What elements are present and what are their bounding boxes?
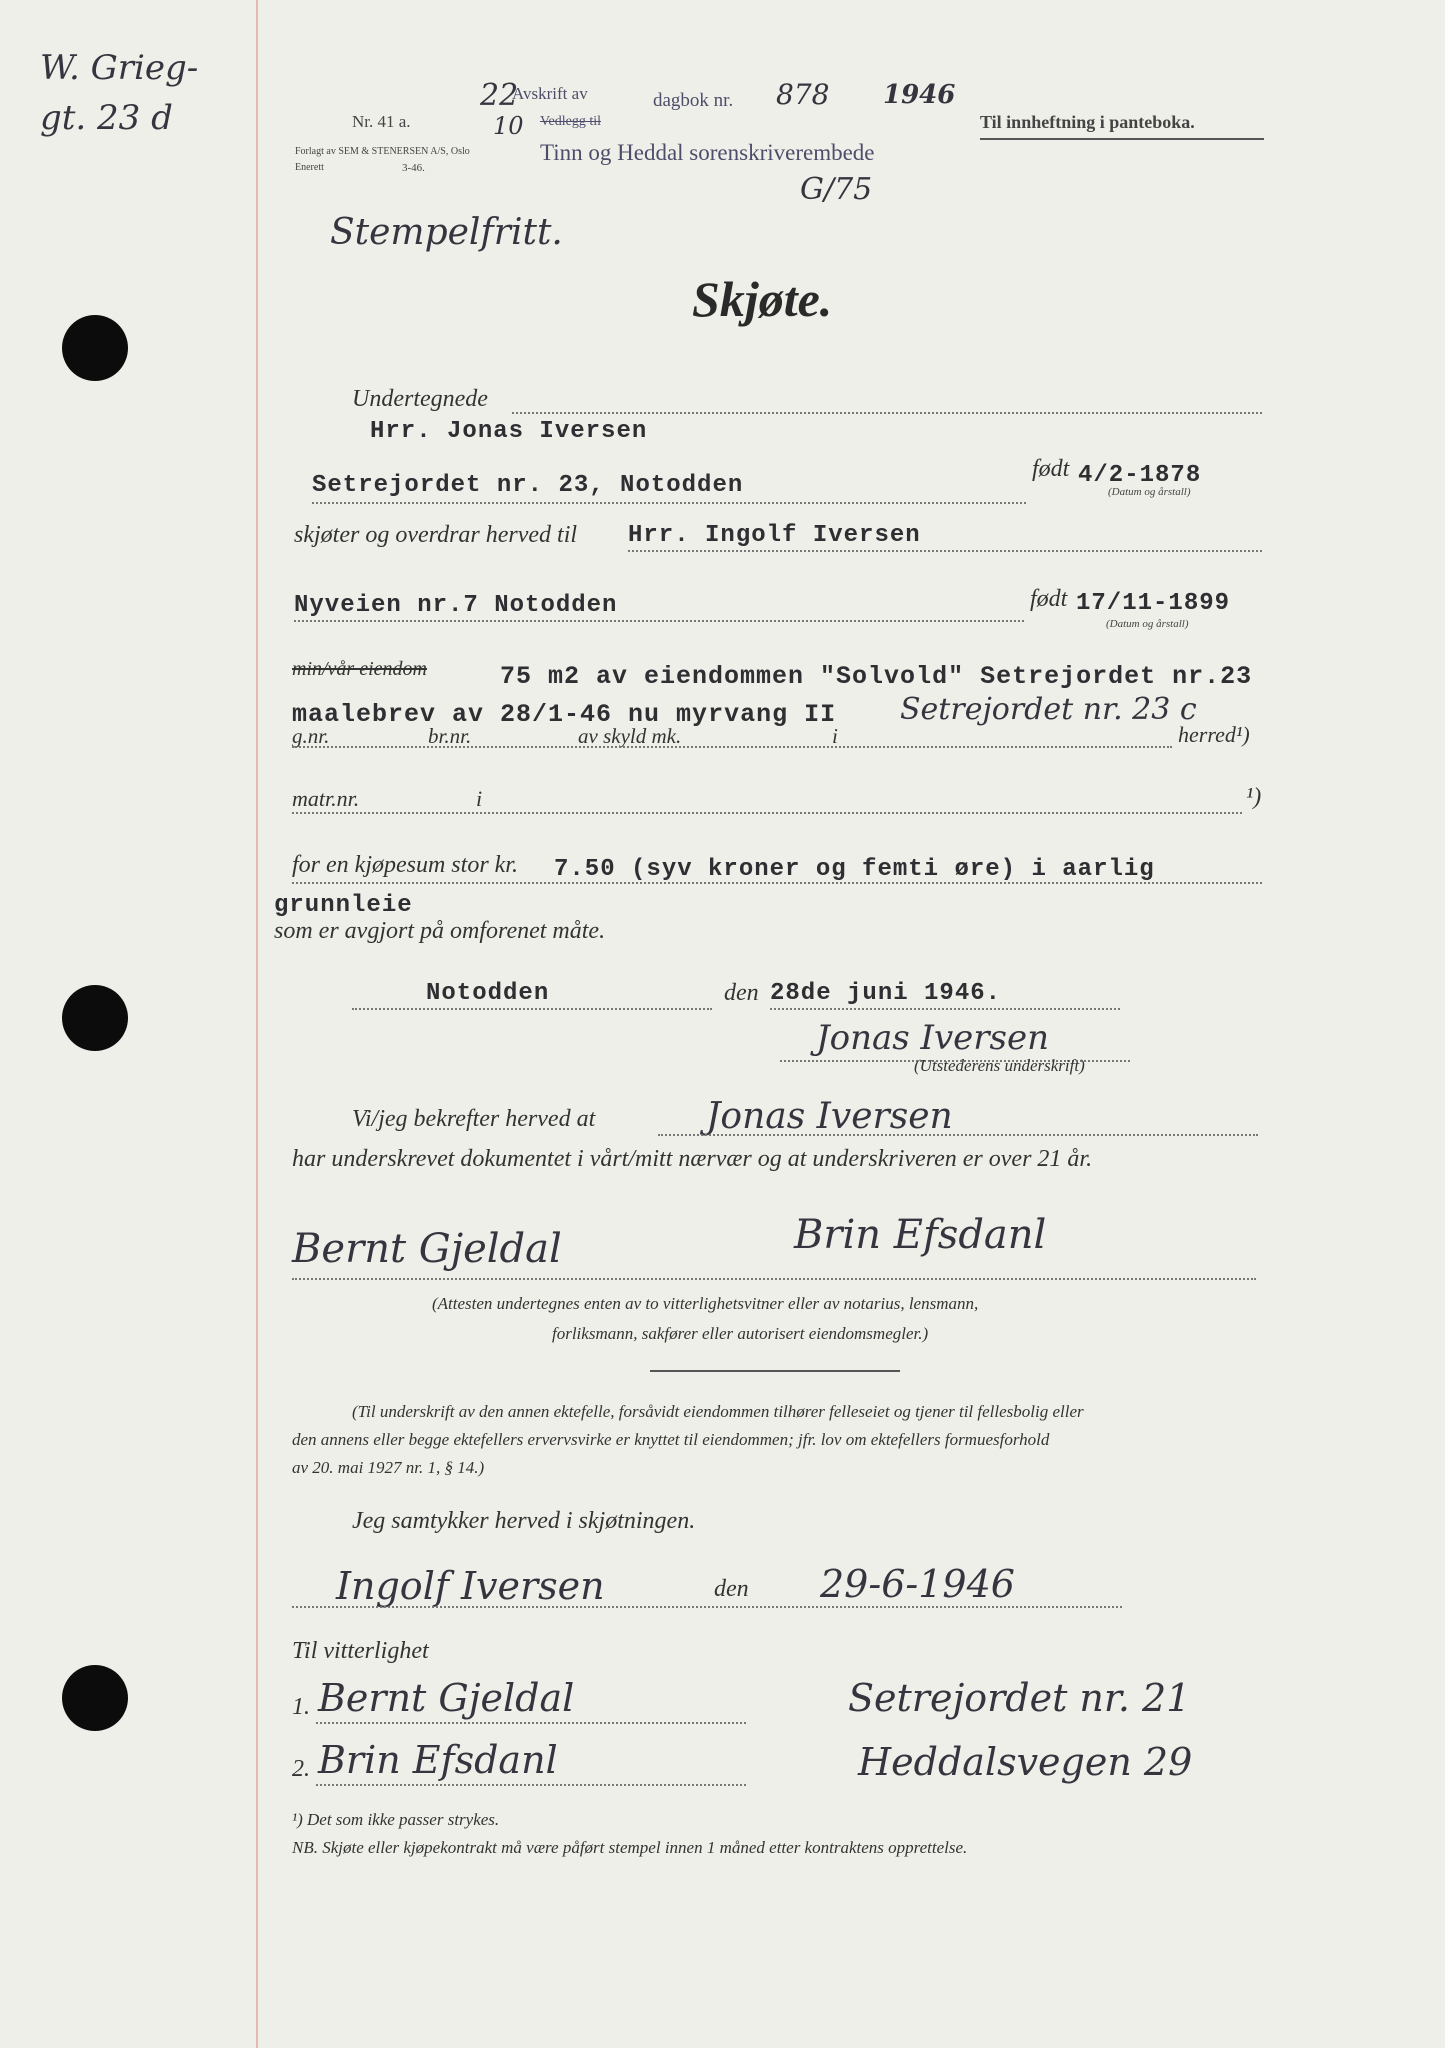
witness-1-signature: Bernt Gjeldal xyxy=(318,1676,575,1720)
footnote-2: NB. Skjøte eller kjøpekontrakt må være påført stempel innen 1 måned etter kontraktens opprettelse. xyxy=(292,1838,968,1857)
dotted-line xyxy=(292,812,1242,814)
form-number: Nr. 41 a. xyxy=(352,112,411,131)
dotted-line xyxy=(292,1606,1122,1608)
stamp-day: 22 xyxy=(480,78,519,113)
i-label-2: i xyxy=(476,786,483,811)
seller-name: Hrr. Jonas Iversen xyxy=(370,418,648,445)
seller-signature: Jonas Iversen xyxy=(816,1018,1050,1058)
witness-2-address: Heddalsvegen 29 xyxy=(858,1740,1193,1784)
stamp-month: 10 xyxy=(493,112,524,140)
divider xyxy=(650,1370,900,1372)
stamp-struck-text: Vedlegg til xyxy=(540,114,602,129)
seller-address: Setrejordet nr. 23, Notodden xyxy=(312,472,744,499)
witness-2-number: 2. xyxy=(292,1756,310,1782)
bekrefter-label: Vi/jeg bekrefter herved at xyxy=(352,1106,596,1132)
punch-hole xyxy=(62,1665,128,1731)
herred-label: herred¹) xyxy=(1178,722,1250,747)
buyer-address: Nyveien nr.7 Notodden xyxy=(294,592,618,619)
undertegnede-label: Undertegnede xyxy=(352,386,488,412)
punch-hole xyxy=(62,985,128,1051)
publisher-line: Forlagt av SEM & STENERSEN A/S, Oslo xyxy=(295,146,470,157)
stamp-text: Avskrift av xyxy=(512,84,588,103)
bekrefter-name: Jonas Iversen xyxy=(706,1096,953,1137)
publisher-date: 3-46. xyxy=(402,162,425,174)
stamp-office: Tinn og Heddal sorenskriverembede xyxy=(540,140,875,165)
vitterlighet-label: Til vitterlighet xyxy=(292,1638,429,1664)
punch-hole xyxy=(62,315,128,381)
den-label: den xyxy=(724,980,759,1006)
date: 28de juni 1946. xyxy=(770,980,1002,1007)
matr-end: ¹) xyxy=(1246,784,1262,810)
gnr-label: g.nr. xyxy=(292,724,330,748)
dotted-line xyxy=(316,1784,746,1786)
dotted-line xyxy=(292,1278,1256,1280)
i-label: i xyxy=(832,724,838,748)
dotted-line xyxy=(292,746,1172,748)
consent-text: Jeg samtykker herved i skjøtningen. xyxy=(352,1508,696,1534)
fodt-label-2: født xyxy=(1030,586,1068,612)
dotted-line xyxy=(316,1722,746,1724)
datum-hint: (Datum og årstall) xyxy=(1108,486,1191,498)
matr-label: matr.nr. xyxy=(292,786,360,811)
dotted-line xyxy=(770,1008,1120,1010)
consent-den: den xyxy=(714,1576,749,1602)
header-right-underline xyxy=(980,138,1264,140)
fodt-label: født xyxy=(1032,456,1070,482)
spouse-note-line2: den annens eller begge ektefellers ervervsvirke er knyttet til eiendommen; jfr. lov om ektefellers formuesforhold xyxy=(292,1430,1050,1449)
dotted-line xyxy=(512,412,1262,414)
price-line2: grunnleie xyxy=(274,892,413,919)
price-label: for en kjøpesum stor kr. xyxy=(292,852,518,878)
footnote-1: ¹) Det som ikke passer strykes. xyxy=(292,1810,500,1829)
attest-line2: forliksmann, sakfører eller autorisert eiendomsmegler.) xyxy=(552,1324,929,1343)
buyer-born: 17/11-1899 xyxy=(1076,590,1231,617)
dotted-line xyxy=(352,1008,712,1010)
buyer-name: Hrr. Ingolf Iversen xyxy=(628,522,921,549)
header-right-label: Til innheftning i panteboka. xyxy=(980,112,1195,132)
witness-1-address: Setrejordet nr. 21 xyxy=(848,1676,1191,1720)
bekrefter-text: har underskrevet dokumentet i vårt/mitt nærvær og at underskriveren er over 21 år. xyxy=(292,1146,1093,1172)
stamp-dagbok-number: 878 xyxy=(776,78,830,111)
stamp-free-note: Stempelfritt. xyxy=(330,212,563,253)
spouse-note-line1: (Til underskrift av den annen ektefelle, forsåvidt eiendommen tilhører felleseiet og tjener til fellesbolig eller xyxy=(352,1402,1084,1421)
stamp-folio: G/75 xyxy=(800,172,873,207)
margin-note-line2: gt. 23 d xyxy=(40,98,173,138)
omforent-text: som er avgjort på omforenet måte. xyxy=(274,918,606,944)
document-title: Skjøte. xyxy=(692,271,833,327)
witness-1-number: 1. xyxy=(292,1694,310,1720)
dotted-line xyxy=(294,620,1024,622)
stamp-dagbok: dagbok nr. xyxy=(653,90,734,111)
consent-signature: Ingolf Iversen xyxy=(336,1564,605,1608)
margin-note-line1: W. Grieg- xyxy=(40,48,199,88)
stamp-year: 1946 xyxy=(883,80,956,110)
property-handwritten: Setrejordet nr. 23 c xyxy=(900,692,1197,727)
dotted-line xyxy=(312,502,1026,504)
skyld-label: av skyld mk. xyxy=(578,724,682,748)
property-line1: 75 m2 av eiendommen "Solvold" Setrejordet nr.23 xyxy=(500,662,1253,691)
consent-date: 29-6-1946 xyxy=(820,1562,1015,1606)
price-value: 7.50 (syv kroner og femti øre) i aarlig xyxy=(554,856,1155,883)
property-prefix: min/vår eiendom xyxy=(292,658,427,680)
skjoter-label: skjøter og overdrar herved til xyxy=(294,522,578,548)
dotted-line xyxy=(628,550,1262,552)
datum-hint-2: (Datum og årstall) xyxy=(1106,618,1189,630)
dotted-line xyxy=(292,882,1262,884)
witness-2-signature: Brin Efsdanl xyxy=(318,1738,558,1782)
place: Notodden xyxy=(426,980,550,1007)
spouse-note-line3: av 20. mai 1927 nr. 1, § 14.) xyxy=(292,1458,485,1477)
property-line2: maalebrev av 28/1-46 nu myrvang II xyxy=(292,700,837,729)
attest-line1: (Attesten undertegnes enten av to vitterlighetsvitner eller av notarius, lensmann, xyxy=(432,1294,979,1313)
witness-signature-1: Bernt Gjeldal xyxy=(292,1226,562,1272)
utsteder-label: (Utstederens underskrift) xyxy=(914,1056,1085,1075)
dotted-line xyxy=(658,1134,1258,1136)
publisher-enerett: Enerett xyxy=(295,162,324,173)
brnr-label: br.nr. xyxy=(428,724,472,748)
witness-signature-2: Brin Efsdanl xyxy=(794,1212,1047,1258)
margin-rule xyxy=(256,0,258,2048)
seller-born: 4/2-1878 xyxy=(1078,462,1202,489)
